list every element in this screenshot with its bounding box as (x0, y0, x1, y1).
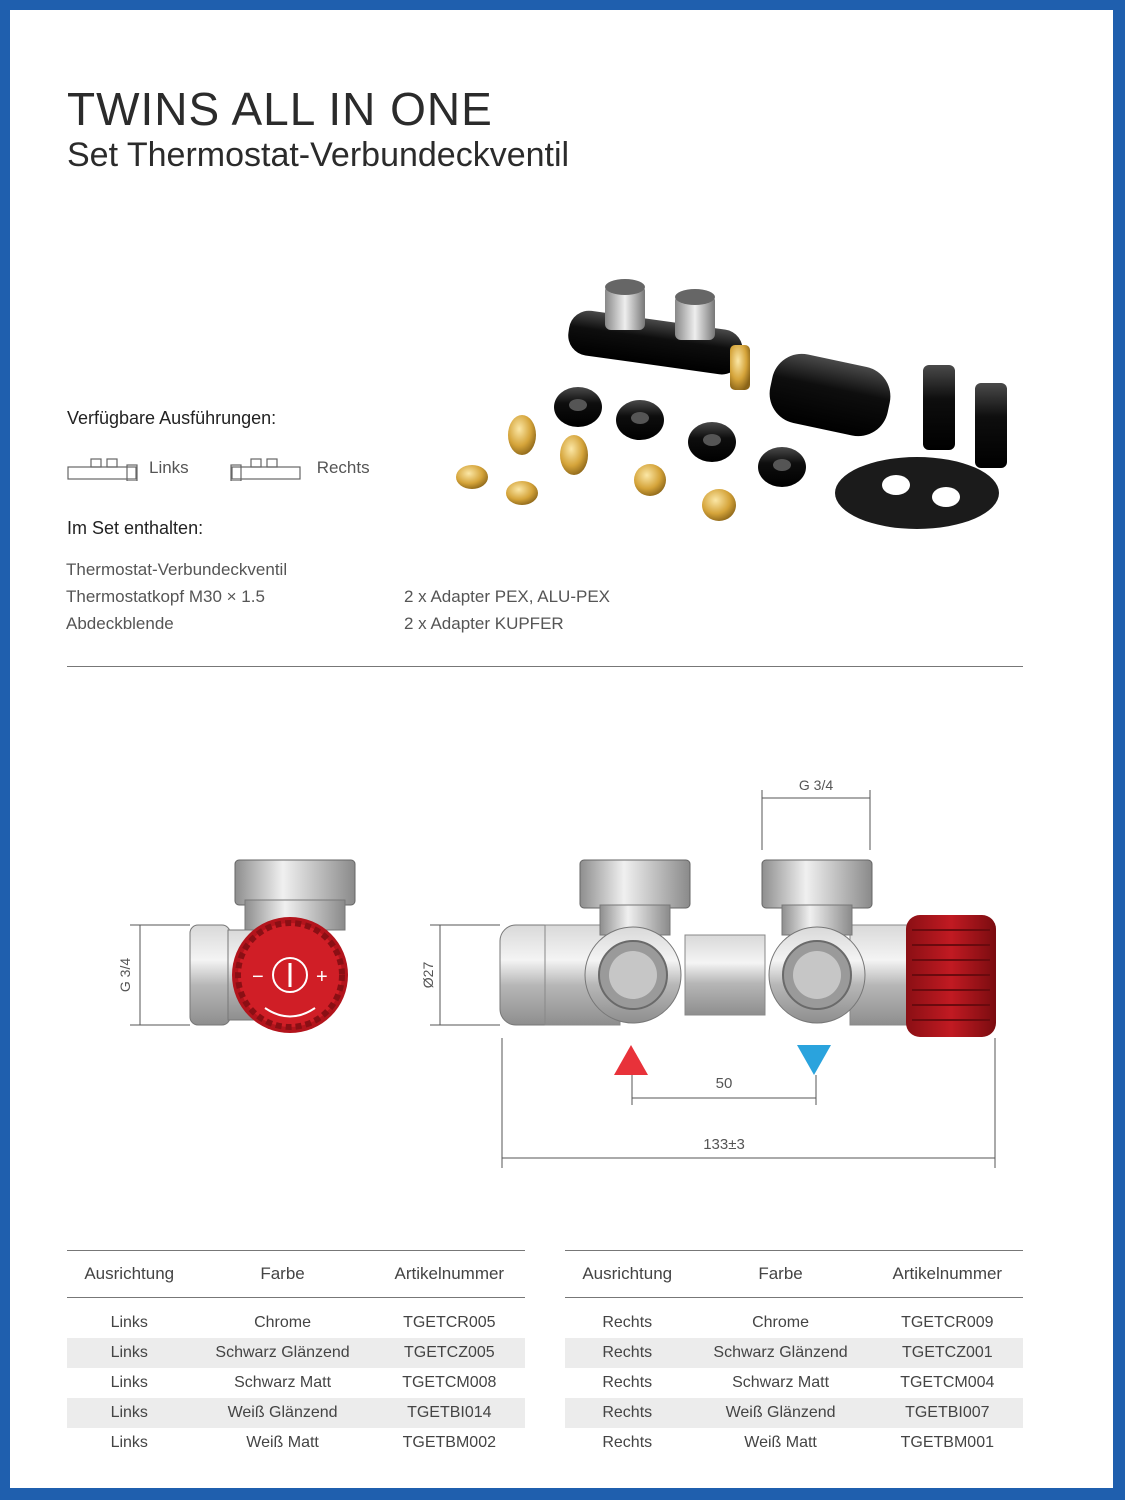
table-row (67, 1428, 525, 1458)
page-subtitle: Set Thermostat-Verbundeckventil (67, 136, 570, 174)
left-variant-icon (67, 455, 139, 481)
column-header: Farbe (191, 1251, 373, 1298)
column-header: Ausrichtung (67, 1251, 191, 1298)
table-row (67, 1308, 525, 1338)
cell-article-number: TGETBI007 (872, 1398, 1023, 1428)
length-label: 133±3 (703, 1136, 745, 1153)
variants-row (67, 454, 370, 482)
cell-color: Schwarz Glänzend (191, 1338, 373, 1368)
right-variant-icon (229, 455, 301, 481)
cell-color: Schwarz Matt (732, 1374, 830, 1391)
cell-article-number: TGETCM008 (402, 1374, 497, 1391)
cell-article-number: TGETCM004 (900, 1374, 995, 1391)
table-row (67, 1338, 525, 1368)
article-table-left (67, 1250, 525, 1458)
cell-orientation: Links (110, 1374, 148, 1391)
table-row (565, 1398, 1023, 1428)
side-view (117, 860, 355, 1033)
cell-color: Chrome (752, 1314, 809, 1331)
set-item: Abdeckblende (66, 614, 174, 633)
hot-flow-arrow-icon (614, 1045, 648, 1075)
cell-color: Schwarz Glänzend (689, 1338, 871, 1368)
cell-color: Weiß Matt (246, 1434, 319, 1451)
cell-color: Schwarz Matt (234, 1374, 332, 1391)
cell-orientation: Rechts (602, 1314, 653, 1331)
cell-article-number: TGETCR005 (403, 1314, 496, 1331)
cell-article-number: TGETCZ005 (374, 1338, 525, 1368)
set-item: 2 x Adapter KUPFER (404, 614, 564, 633)
svg-text:+: + (316, 966, 328, 988)
cell-orientation: Rechts (565, 1338, 689, 1368)
right-variant-label: Rechts (316, 458, 370, 477)
product-sheet (10, 10, 1113, 1488)
top-g34-label: G 3/4 (798, 777, 834, 793)
front-view (420, 777, 996, 1168)
left-variant-label: Links (149, 458, 189, 477)
set-heading: Im Set enthalten: (67, 518, 204, 538)
table-row (565, 1428, 1023, 1458)
cell-orientation: Links (110, 1434, 148, 1451)
cell-article-number: TGETCZ001 (872, 1338, 1023, 1368)
article-table-right (565, 1250, 1023, 1458)
cell-article-number: TGETBM001 (900, 1434, 994, 1451)
table-row (67, 1398, 525, 1428)
cell-orientation: Links (110, 1314, 148, 1331)
spacing-label: 50 (715, 1075, 733, 1092)
set-list-col1 (66, 556, 287, 637)
section-divider (67, 666, 1023, 667)
set-item: Thermostatkopf M30 × 1.5 (66, 587, 265, 606)
svg-text:−: − (252, 966, 264, 988)
cell-color: Weiß Matt (744, 1434, 817, 1451)
column-header: Farbe (689, 1251, 871, 1298)
diameter-label: Ø27 (420, 961, 436, 989)
set-list-col2 (404, 583, 610, 637)
technical-drawing (100, 770, 1020, 1190)
cell-orientation: Rechts (602, 1434, 653, 1451)
cell-color: Weiß Glänzend (191, 1398, 373, 1428)
product-photo (440, 265, 1020, 545)
table-row (565, 1308, 1023, 1338)
cell-orientation: Rechts (602, 1374, 653, 1391)
table-row (67, 1368, 525, 1398)
variants-heading: Verfügbare Ausführungen: (67, 408, 277, 428)
cell-orientation: Links (67, 1398, 191, 1428)
column-header: Artikelnummer (374, 1251, 525, 1298)
table-row (565, 1368, 1023, 1398)
table-row (565, 1338, 1023, 1368)
cell-article-number: TGETCR009 (901, 1314, 994, 1331)
side-g34-label: G 3/4 (117, 957, 133, 993)
cell-color: Chrome (254, 1314, 311, 1331)
cell-article-number: TGETBI014 (374, 1398, 525, 1428)
cell-article-number: TGETBM002 (402, 1434, 496, 1451)
cold-flow-arrow-icon (797, 1045, 831, 1075)
cell-color: Weiß Glänzend (689, 1398, 871, 1428)
cell-orientation: Links (67, 1338, 191, 1368)
column-header: Artikelnummer (872, 1251, 1023, 1298)
column-header: Ausrichtung (565, 1251, 689, 1298)
set-item: 2 x Adapter PEX, ALU-PEX (404, 587, 611, 606)
page-title: TWINS ALL IN ONE (67, 83, 493, 135)
cell-orientation: Rechts (565, 1398, 689, 1428)
set-item: Thermostat-Verbundeckventil (66, 560, 288, 579)
